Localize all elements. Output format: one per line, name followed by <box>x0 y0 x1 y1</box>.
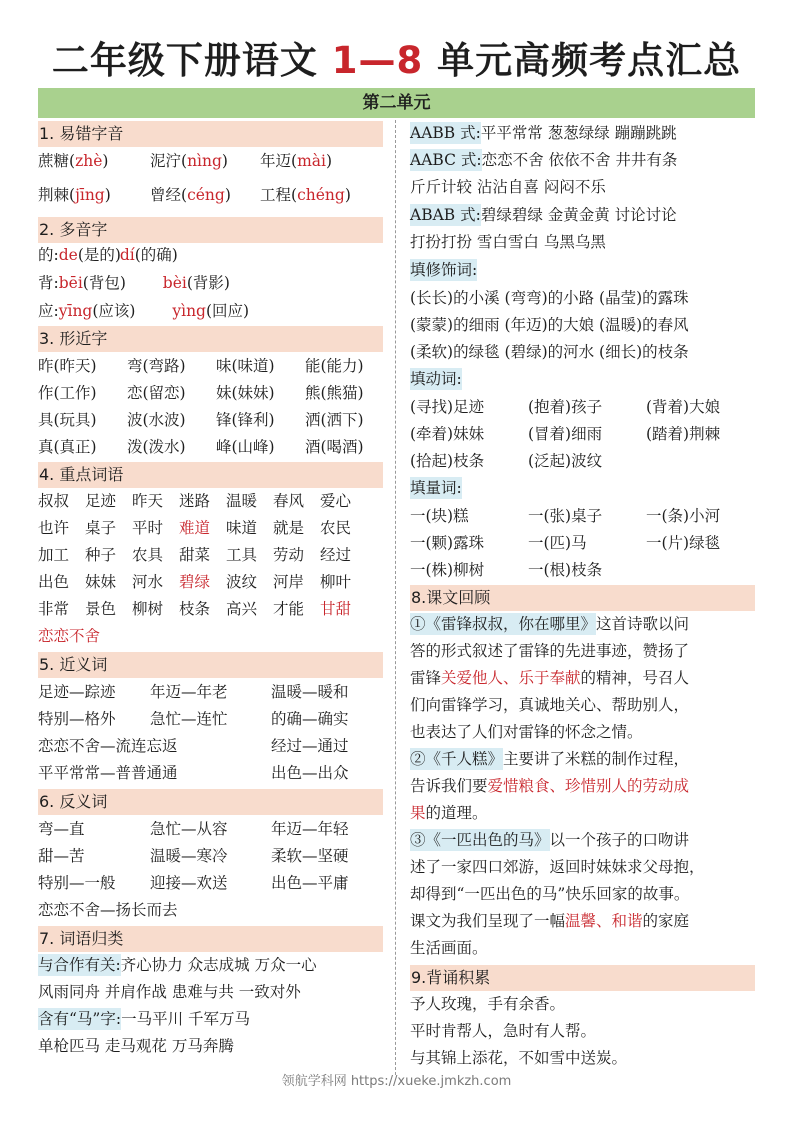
s7-row-2: 风雨同舟 并肩作战 患难与共 一致对外 <box>38 983 301 1001</box>
liang-row-2: 一(颗)露珠 一(匹)马 一(片)绿毯 <box>410 534 721 552</box>
s6-row-3: 特别—一般 迎接—欢送 出色—平庸 <box>38 874 349 892</box>
title-part-3: 单元高频考点汇总 <box>423 39 742 82</box>
s8-p1-line-2: 答的形式叙述了雷锋的先进事迹，赞扬了 <box>410 642 690 660</box>
section-3-header: 3. 形近字 <box>38 326 383 352</box>
section-1-header: 1. 易错字音 <box>38 121 383 147</box>
s5-row-1: 足迹—踪迹 年迈—年老 温暖—暖和 <box>38 683 349 701</box>
s7-row-4: 单枪匹马 走马观花 万马奔腾 <box>38 1037 234 1055</box>
s3-row-4: 真(真正) 泼(泼水) 峰(山峰) 酒(喝酒) <box>38 438 364 456</box>
s2-row-2: 背:bēi(背包) bèi(背影) <box>38 274 230 292</box>
s8-p1-line-3: 雷锋关爱他人、乐于奉献的精神，号召人 <box>410 669 690 687</box>
s9-line-3: 与其锦上添花，不如雪中送炭。 <box>410 1049 628 1067</box>
s5-row-3: 恋恋不舍—流连忘返 经过—通过 <box>38 737 349 755</box>
s8-p2-line-2: 告诉我们要爱惜粮食、珍惜别人的劳动成 <box>410 777 690 795</box>
s6-row-1: 弯—直 急忙—从容 年迈—年轻 <box>38 820 349 838</box>
s9-line-1: 予人玫瑰，手有余香。 <box>410 995 566 1013</box>
dong-row-1: (寻找)足迹 (抱着)孩子 (背着)大娘 <box>410 398 721 416</box>
column-divider <box>395 120 396 1075</box>
s8-p3-line-1: ③《一匹出色的马》以一个孩子的口吻讲 <box>410 831 690 849</box>
dong-row-3: (拾起)枝条 (泛起)波纹 <box>410 452 603 470</box>
section-9-header: 9.背诵积累 <box>410 965 755 991</box>
s3-row-2: 作(工作) 恋(留恋) 妹(妹妹) 熊(熊猫) <box>38 384 364 402</box>
s3-row-1: 昨(昨天) 弯(弯路) 味(味道) 能(能力) <box>38 357 364 375</box>
dong-label: 填动词: <box>410 370 462 388</box>
s7-row-1: 与合作有关:齐心协力 众志成城 万众一心 <box>38 956 317 974</box>
section-5-header: 5. 近义词 <box>38 652 383 678</box>
s8-p1-line-5: 也表达了人们对雷锋的怀念之情。 <box>410 723 643 741</box>
s4-row-6: 恋恋不舍 <box>38 627 101 645</box>
s8-p2-line-1: ②《千人糕》主要讲了米糕的制作过程， <box>410 750 690 768</box>
s8-p3-line-5: 生活画面。 <box>410 939 488 957</box>
s1-row-1: 蔗糖(zhè) 泥泞(nìng) 年迈(mài) <box>38 152 333 170</box>
footer-watermark: 领航学科网 https://xueke.jmkzh.com <box>281 1074 512 1089</box>
s6-row-4: 恋恋不舍—扬长而去 <box>38 901 178 919</box>
unit-header: 第二单元 <box>38 88 755 118</box>
s8-p1-line-4: 们向雷锋学习，真诚地关心、帮助别人， <box>410 696 690 714</box>
s5-row-2: 特别—格外 急忙—连忙 的确—确实 <box>38 710 349 728</box>
section-2-header: 2. 多音字 <box>38 217 383 243</box>
dong-row-2: (牵着)妹妹 (冒着)细雨 (踏着)荆棘 <box>410 425 721 443</box>
aabc-row-2: 斤斤计较 沾沾自喜 闷闷不乐 <box>410 178 606 196</box>
liang-label: 填量词: <box>410 479 462 497</box>
section-4-header: 4. 重点词语 <box>38 462 383 488</box>
abab-row-2: 打扮打扮 雪白雪白 乌黑乌黑 <box>410 233 606 251</box>
s4-row-2: 也许 桌子 平时 难道 味道 就是 农民 <box>38 519 352 537</box>
s8-p3-line-2: 述了一家四口郊游，返回时妹妹求父母抱， <box>410 858 705 876</box>
section-8-header: 8.课文回顾 <box>410 585 755 611</box>
s2-row-3: 应:yīng(应该) yìng(回应) <box>38 302 250 320</box>
s8-p3-line-3: 却得到“一匹出色的马”快乐回家的故事。 <box>410 885 690 903</box>
title-part-2: 1—8 <box>331 39 424 82</box>
xiu-label: 填修饰词: <box>410 261 478 279</box>
s7-row-3: 含有“马”字:一马平川 千军万马 <box>38 1010 251 1028</box>
section-6-header: 6. 反义词 <box>38 789 383 815</box>
s4-row-1: 叔叔 足迹 昨天 迷路 温暖 春风 爱心 <box>38 492 352 510</box>
liang-row-1: 一(块)糕 一(张)桌子 一(条)小河 <box>410 507 721 525</box>
s3-row-3: 具(玩具) 波(水波) 锋(锋利) 洒(洒下) <box>38 411 364 429</box>
s1-row-2: 荆棘(jīng) 曾经(céng) 工程(chéng) <box>38 186 351 204</box>
page-title <box>0 30 793 84</box>
s2-row-1: 的:de(是的)dí(的确) <box>38 246 178 264</box>
title-part-1: 二年级下册语文 <box>51 39 332 82</box>
section-7-header: 7. 词语归类 <box>38 926 383 952</box>
s4-row-5: 非常 景色 柳树 枝条 高兴 才能 甘甜 <box>38 600 352 618</box>
s8-p2-line-3: 果的道理。 <box>410 804 488 822</box>
xiu-row-3: (柔软)的绿毯 (碧绿)的河水 (细长)的枝条 <box>410 343 689 361</box>
s4-row-3: 加工 种子 农具 甜菜 工具 劳动 经过 <box>38 546 352 564</box>
xiu-row-2: (蒙蒙)的细雨 (年迈)的大娘 (温暖)的春风 <box>410 316 689 334</box>
s8-p3-line-4: 课文为我们呈现了一幅温馨、和谐的家庭 <box>410 912 690 930</box>
liang-row-3: 一(株)柳树 一(根)枝条 <box>410 561 603 579</box>
xiu-row-1: (长长)的小溪 (弯弯)的小路 (晶莹)的露珠 <box>410 289 689 307</box>
s8-p1-line-1: ①《雷锋叔叔，你在哪里》这首诗歌以问 <box>410 615 690 633</box>
s9-line-2: 平时肯帮人，急时有人帮。 <box>410 1022 597 1040</box>
aabc-row: AABC 式:恋恋不舍 依依不舍 井井有条 <box>410 151 678 169</box>
abab-row: ABAB 式:碧绿碧绿 金黄金黄 讨论讨论 <box>410 206 677 224</box>
s5-row-4: 平平常常—普普通通 出色—出众 <box>38 764 349 782</box>
aabb-row: AABB 式:平平常常 葱葱绿绿 蹦蹦跳跳 <box>410 124 677 142</box>
s6-row-2: 甜—苦 温暖—寒冷 柔软—坚硬 <box>38 847 349 865</box>
s4-row-4: 出色 妹妹 河水 碧绿 波纹 河岸 柳叶 <box>38 573 352 591</box>
